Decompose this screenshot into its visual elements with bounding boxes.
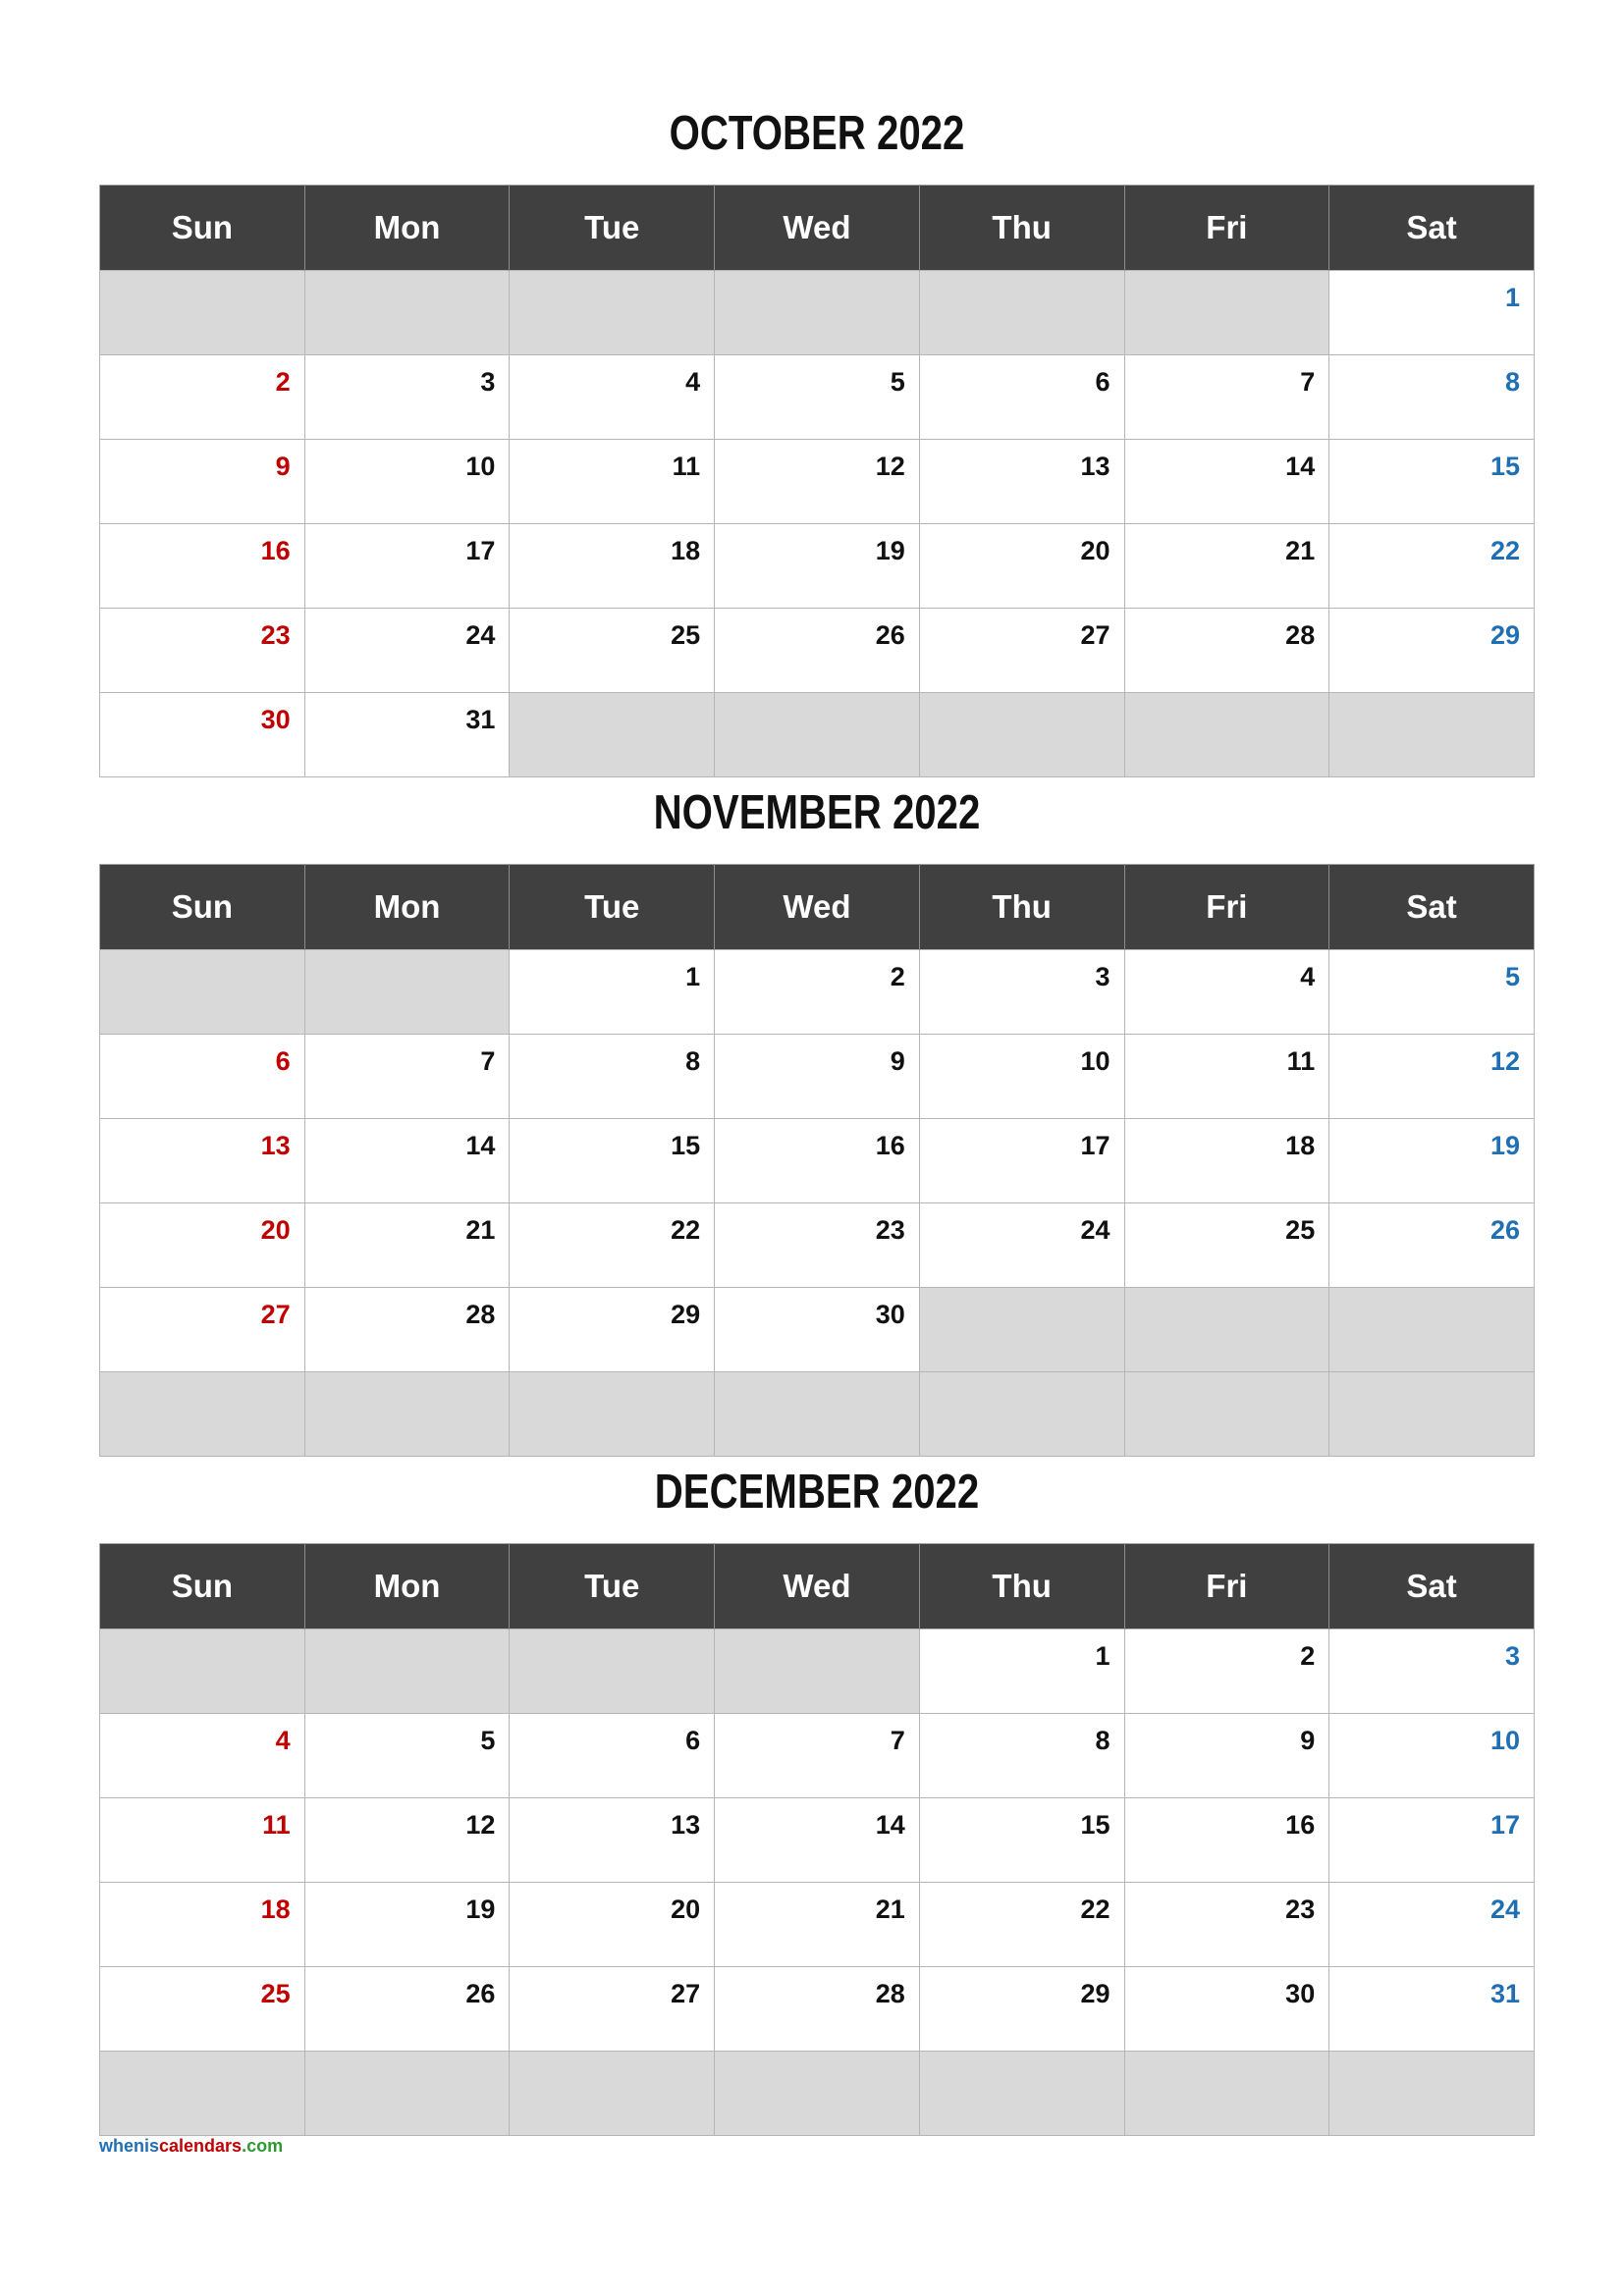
day-number: 21	[465, 1215, 496, 1245]
day-cell	[1124, 950, 1329, 1035]
day-cell	[510, 1798, 715, 1883]
day-number: 24	[1080, 1215, 1110, 1245]
day-number: 24	[465, 620, 496, 650]
weekday-header: Wed	[715, 865, 920, 950]
day-number: 6	[1095, 367, 1110, 397]
empty-day-cell	[919, 693, 1124, 777]
day-cell	[715, 1883, 920, 1967]
day-number: 15	[671, 1131, 701, 1160]
empty-day-cell	[715, 693, 920, 777]
week-row	[100, 440, 1535, 524]
day-number: 9	[1300, 1726, 1316, 1755]
day-cell	[1329, 1119, 1535, 1203]
month-grid	[99, 1543, 1535, 2136]
day-number: 13	[671, 1810, 701, 1840]
day-cell	[715, 1119, 920, 1203]
month-title: DECEMBER 2022	[654, 1466, 980, 1519]
day-number: 29	[1080, 1979, 1110, 2008]
day-number: 9	[890, 1046, 905, 1076]
day-cell	[1329, 271, 1535, 355]
day-number: 29	[671, 1300, 701, 1329]
day-number: 13	[260, 1131, 291, 1160]
day-number: 16	[875, 1131, 905, 1160]
week-row	[100, 1883, 1535, 1967]
day-cell	[304, 1035, 510, 1119]
weekday-header-row	[100, 186, 1535, 271]
day-cell	[1124, 1203, 1329, 1288]
day-number: 28	[875, 1979, 905, 2008]
day-cell	[1124, 1714, 1329, 1798]
day-cell	[1329, 1883, 1535, 1967]
day-number: 14	[465, 1131, 496, 1160]
day-cell	[1329, 950, 1535, 1035]
day-cell	[510, 440, 715, 524]
day-number: 12	[465, 1810, 496, 1840]
day-cell	[1124, 355, 1329, 440]
day-cell	[100, 693, 305, 777]
day-cell	[715, 1203, 920, 1288]
day-cell	[100, 1119, 305, 1203]
day-number: 10	[1489, 1726, 1520, 1755]
day-number: 25	[1285, 1215, 1316, 1245]
day-number: 5	[480, 1726, 496, 1755]
day-number: 21	[875, 1895, 905, 1924]
day-cell	[919, 1035, 1124, 1119]
day-cell	[1124, 440, 1329, 524]
footer-watermark	[99, 2136, 283, 2157]
empty-day-cell	[100, 271, 305, 355]
month-title: NOVEMBER 2022	[653, 786, 981, 839]
day-number: 12	[875, 452, 905, 481]
day-number: 2	[1300, 1641, 1316, 1671]
empty-day-cell	[1124, 1288, 1329, 1372]
day-number: 28	[1285, 620, 1316, 650]
empty-day-cell	[304, 1629, 510, 1714]
day-cell	[715, 440, 920, 524]
week-row	[100, 1203, 1535, 1288]
day-number: 2	[275, 367, 291, 397]
day-cell	[100, 440, 305, 524]
empty-day-cell	[510, 1372, 715, 1457]
day-number: 5	[1504, 962, 1520, 991]
day-cell	[919, 440, 1124, 524]
day-cell	[304, 609, 510, 693]
empty-day-cell	[100, 2052, 305, 2136]
day-number: 9	[275, 452, 291, 481]
day-number: 11	[672, 452, 701, 481]
day-cell	[100, 355, 305, 440]
empty-day-cell	[510, 693, 715, 777]
day-cell	[919, 1119, 1124, 1203]
day-cell	[1329, 1714, 1535, 1798]
empty-day-cell	[715, 1372, 920, 1457]
day-cell	[715, 524, 920, 609]
day-cell	[304, 1714, 510, 1798]
day-number: 7	[480, 1046, 496, 1076]
weekday-header: Sat	[1329, 865, 1535, 950]
empty-day-cell	[1329, 693, 1535, 777]
week-row	[100, 1798, 1535, 1883]
day-number: 3	[1095, 962, 1110, 991]
day-cell	[715, 1798, 920, 1883]
day-cell	[1124, 1629, 1329, 1714]
footer-part-3: .com	[242, 2136, 284, 2156]
day-cell	[919, 1629, 1124, 1714]
day-number: 30	[1285, 1979, 1316, 2008]
month-title: OCTOBER 2022	[669, 107, 965, 160]
day-cell	[510, 1203, 715, 1288]
day-number: 14	[1285, 452, 1316, 481]
month-grid	[99, 185, 1535, 777]
weekday-header: Sat	[1329, 1544, 1535, 1629]
day-number: 5	[890, 367, 905, 397]
empty-day-cell	[1329, 1372, 1535, 1457]
day-cell	[1124, 1967, 1329, 2052]
day-cell	[100, 1967, 305, 2052]
footer-part-2: calendars	[159, 2136, 243, 2156]
day-number: 19	[465, 1895, 496, 1924]
day-number: 18	[671, 536, 701, 565]
day-cell	[1329, 355, 1535, 440]
week-row	[100, 1372, 1535, 1457]
day-number: 17	[465, 536, 496, 565]
day-number: 23	[875, 1215, 905, 1245]
day-cell	[304, 1203, 510, 1288]
day-cell	[100, 1714, 305, 1798]
day-number: 21	[1285, 536, 1316, 565]
week-row	[100, 524, 1535, 609]
day-cell	[510, 1883, 715, 1967]
weekday-header: Tue	[510, 865, 715, 950]
week-row	[100, 355, 1535, 440]
day-number: 1	[1095, 1641, 1110, 1671]
empty-day-cell	[919, 1372, 1124, 1457]
week-row	[100, 609, 1535, 693]
day-number: 3	[1504, 1641, 1520, 1671]
empty-day-cell	[304, 271, 510, 355]
day-number: 15	[1489, 452, 1520, 481]
day-cell	[1329, 1798, 1535, 1883]
weekday-header: Wed	[715, 1544, 920, 1629]
weekday-header: Tue	[510, 186, 715, 271]
day-cell	[510, 1035, 715, 1119]
day-number: 8	[1504, 367, 1520, 397]
day-cell	[919, 609, 1124, 693]
day-number: 3	[480, 367, 496, 397]
day-cell	[304, 1883, 510, 1967]
day-cell	[919, 1714, 1124, 1798]
empty-day-cell	[715, 2052, 920, 2136]
day-cell	[510, 1714, 715, 1798]
day-cell	[510, 355, 715, 440]
weekday-header: Fri	[1124, 1544, 1329, 1629]
weekday-header: Thu	[919, 865, 1124, 950]
day-cell	[1329, 1629, 1535, 1714]
day-number: 31	[1489, 1979, 1520, 2008]
weekday-header: Thu	[919, 1544, 1124, 1629]
day-number: 4	[1300, 962, 1316, 991]
day-number: 31	[465, 705, 496, 734]
weekday-header: Mon	[304, 186, 510, 271]
day-number: 18	[1285, 1131, 1316, 1160]
day-number: 27	[1080, 620, 1110, 650]
week-row	[100, 1035, 1535, 1119]
empty-day-cell	[100, 1372, 305, 1457]
day-cell	[1124, 1883, 1329, 1967]
empty-day-cell	[1124, 2052, 1329, 2136]
weekday-header: Tue	[510, 1544, 715, 1629]
day-number: 16	[1285, 1810, 1316, 1840]
day-cell	[1124, 1798, 1329, 1883]
day-number: 28	[465, 1300, 496, 1329]
day-number: 17	[1489, 1810, 1520, 1840]
empty-day-cell	[304, 950, 510, 1035]
day-cell	[919, 355, 1124, 440]
day-number: 6	[275, 1046, 291, 1076]
day-cell	[715, 1288, 920, 1372]
week-row	[100, 1714, 1535, 1798]
day-number: 8	[685, 1046, 701, 1076]
day-number: 14	[875, 1810, 905, 1840]
day-cell	[304, 355, 510, 440]
day-cell	[1329, 524, 1535, 609]
day-cell	[510, 609, 715, 693]
empty-day-cell	[1329, 1288, 1535, 1372]
day-cell	[1124, 1035, 1329, 1119]
empty-day-cell	[919, 2052, 1124, 2136]
day-cell	[100, 1288, 305, 1372]
weekday-header: Thu	[919, 186, 1124, 271]
day-cell	[510, 524, 715, 609]
day-cell	[510, 1119, 715, 1203]
day-number: 1	[685, 962, 701, 991]
day-cell	[100, 1798, 305, 1883]
week-row	[100, 2052, 1535, 2136]
weekday-header: Fri	[1124, 186, 1329, 271]
day-cell	[510, 950, 715, 1035]
day-number: 13	[1080, 452, 1110, 481]
empty-day-cell	[1124, 693, 1329, 777]
day-cell	[1124, 524, 1329, 609]
day-cell	[304, 693, 510, 777]
weekday-header: Wed	[715, 186, 920, 271]
week-row	[100, 1629, 1535, 1714]
empty-day-cell	[1124, 1372, 1329, 1457]
empty-day-cell	[100, 1629, 305, 1714]
day-cell	[715, 1967, 920, 2052]
day-cell	[1124, 609, 1329, 693]
month-grid	[99, 864, 1535, 1457]
day-number: 6	[685, 1726, 701, 1755]
day-number: 23	[1285, 1895, 1316, 1924]
day-cell	[715, 1714, 920, 1798]
day-number: 10	[1080, 1046, 1110, 1076]
day-cell	[919, 1203, 1124, 1288]
day-cell	[510, 1967, 715, 2052]
week-row	[100, 693, 1535, 777]
day-number: 25	[260, 1979, 291, 2008]
day-number: 23	[260, 620, 291, 650]
day-number: 10	[465, 452, 496, 481]
day-cell	[919, 950, 1124, 1035]
day-number: 20	[260, 1215, 291, 1245]
day-number: 17	[1080, 1131, 1110, 1160]
empty-day-cell	[510, 2052, 715, 2136]
day-number: 26	[875, 620, 905, 650]
weekday-header: Mon	[304, 1544, 510, 1629]
week-row	[100, 1119, 1535, 1203]
day-cell	[510, 1288, 715, 1372]
day-number: 18	[260, 1895, 291, 1924]
weekday-header-row	[100, 1544, 1535, 1629]
day-cell	[919, 1967, 1124, 2052]
footer-part-1: whenis	[99, 2136, 160, 2156]
day-cell	[919, 524, 1124, 609]
day-number: 1	[1504, 283, 1520, 312]
day-cell	[1329, 1203, 1535, 1288]
day-cell	[100, 1203, 305, 1288]
day-cell	[1329, 609, 1535, 693]
day-cell	[304, 1288, 510, 1372]
weekday-header: Sun	[100, 865, 305, 950]
day-number: 4	[685, 367, 701, 397]
day-number: 20	[1080, 536, 1110, 565]
day-cell	[919, 1798, 1124, 1883]
day-cell	[100, 1035, 305, 1119]
weekday-header: Fri	[1124, 865, 1329, 950]
day-number: 29	[1489, 620, 1520, 650]
empty-day-cell	[510, 271, 715, 355]
day-cell	[715, 609, 920, 693]
weekday-header: Mon	[304, 865, 510, 950]
weekday-header-row	[100, 865, 1535, 950]
week-row	[100, 271, 1535, 355]
empty-day-cell	[304, 1372, 510, 1457]
day-cell	[304, 1798, 510, 1883]
weekday-header: Sun	[100, 1544, 305, 1629]
day-cell	[100, 1883, 305, 1967]
day-cell	[715, 950, 920, 1035]
day-number: 4	[275, 1726, 291, 1755]
day-number: 30	[260, 705, 291, 734]
empty-day-cell	[919, 1288, 1124, 1372]
day-number: 2	[890, 962, 905, 991]
day-number: 8	[1095, 1726, 1110, 1755]
weekday-header: Sun	[100, 186, 305, 271]
empty-day-cell	[304, 2052, 510, 2136]
empty-day-cell	[715, 1629, 920, 1714]
day-cell	[715, 355, 920, 440]
day-number: 30	[875, 1300, 905, 1329]
day-cell	[1329, 1035, 1535, 1119]
day-cell	[304, 440, 510, 524]
week-row	[100, 950, 1535, 1035]
day-number: 7	[890, 1726, 905, 1755]
empty-day-cell	[100, 950, 305, 1035]
day-number: 22	[1080, 1895, 1110, 1924]
day-number: 27	[671, 1979, 701, 2008]
empty-day-cell	[510, 1629, 715, 1714]
day-number: 22	[1489, 536, 1520, 565]
day-number: 7	[1300, 367, 1316, 397]
day-number: 15	[1080, 1810, 1110, 1840]
week-row	[100, 1288, 1535, 1372]
day-number: 19	[875, 536, 905, 565]
day-number: 16	[260, 536, 291, 565]
day-cell	[1124, 1119, 1329, 1203]
day-cell	[919, 1883, 1124, 1967]
day-number: 20	[671, 1895, 701, 1924]
empty-day-cell	[919, 271, 1124, 355]
day-number: 26	[465, 1979, 496, 2008]
day-number: 25	[671, 620, 701, 650]
day-cell	[100, 524, 305, 609]
empty-day-cell	[1329, 2052, 1535, 2136]
day-cell	[1329, 440, 1535, 524]
day-number: 26	[1489, 1215, 1520, 1245]
day-cell	[715, 1035, 920, 1119]
day-number: 24	[1489, 1895, 1520, 1924]
week-row	[100, 1967, 1535, 2052]
day-number: 11	[1286, 1046, 1316, 1076]
day-number: 22	[671, 1215, 701, 1245]
day-cell	[304, 1967, 510, 2052]
day-number: 12	[1489, 1046, 1520, 1076]
day-number: 19	[1489, 1131, 1520, 1160]
empty-day-cell	[715, 271, 920, 355]
day-cell	[304, 1119, 510, 1203]
weekday-header: Sat	[1329, 186, 1535, 271]
empty-day-cell	[1124, 271, 1329, 355]
day-cell	[1329, 1967, 1535, 2052]
day-number: 27	[260, 1300, 291, 1329]
day-cell	[100, 609, 305, 693]
day-number: 11	[262, 1810, 291, 1840]
day-cell	[304, 524, 510, 609]
